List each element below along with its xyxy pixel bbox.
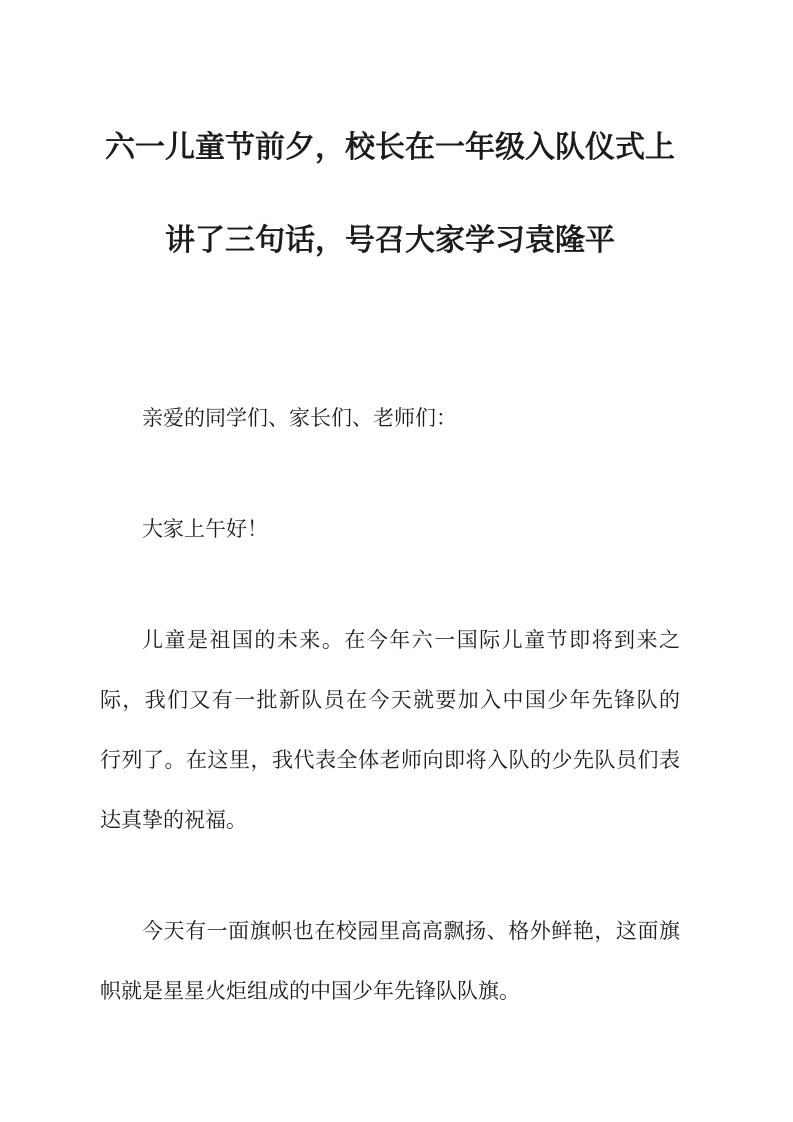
text-line: 儿童是祖国的未来。在今年六一国际儿童节即将到来之: [142, 629, 680, 652]
paragraph-greeting: [100, 500, 680, 560]
paragraph-children-future: [100, 611, 680, 851]
text-line: 达真挚的祝福。: [100, 809, 247, 832]
document-content: [100, 0, 680, 1022]
document-title: [100, 101, 680, 287]
document-body: [100, 389, 680, 1022]
paragraph-flag: [100, 902, 680, 1022]
paragraph-salutation: [100, 389, 680, 449]
title-line-2: 讲了三句话，号召大家学习袁隆平: [165, 224, 615, 257]
text-line: 大家上午好！: [142, 518, 268, 541]
text-line: 今天有一面旗帜也在校园里高高飘扬、格外鲜艳，这面旗: [142, 920, 680, 943]
text-line: 帜就是星星火炬组成的中国少年先锋队队旗。: [100, 980, 520, 1003]
title-line-1: 六一儿童节前夕，校长在一年级入队仪式上: [105, 131, 675, 164]
text-line: 亲爱的同学们、家长们、老师们：: [142, 407, 457, 430]
text-line: 行列了。在这里，我代表全体老师向即将入队的少先队员们表: [100, 749, 680, 772]
text-line: 际，我们又有一批新队员在今天就要加入中国少年先锋队的: [100, 689, 680, 712]
